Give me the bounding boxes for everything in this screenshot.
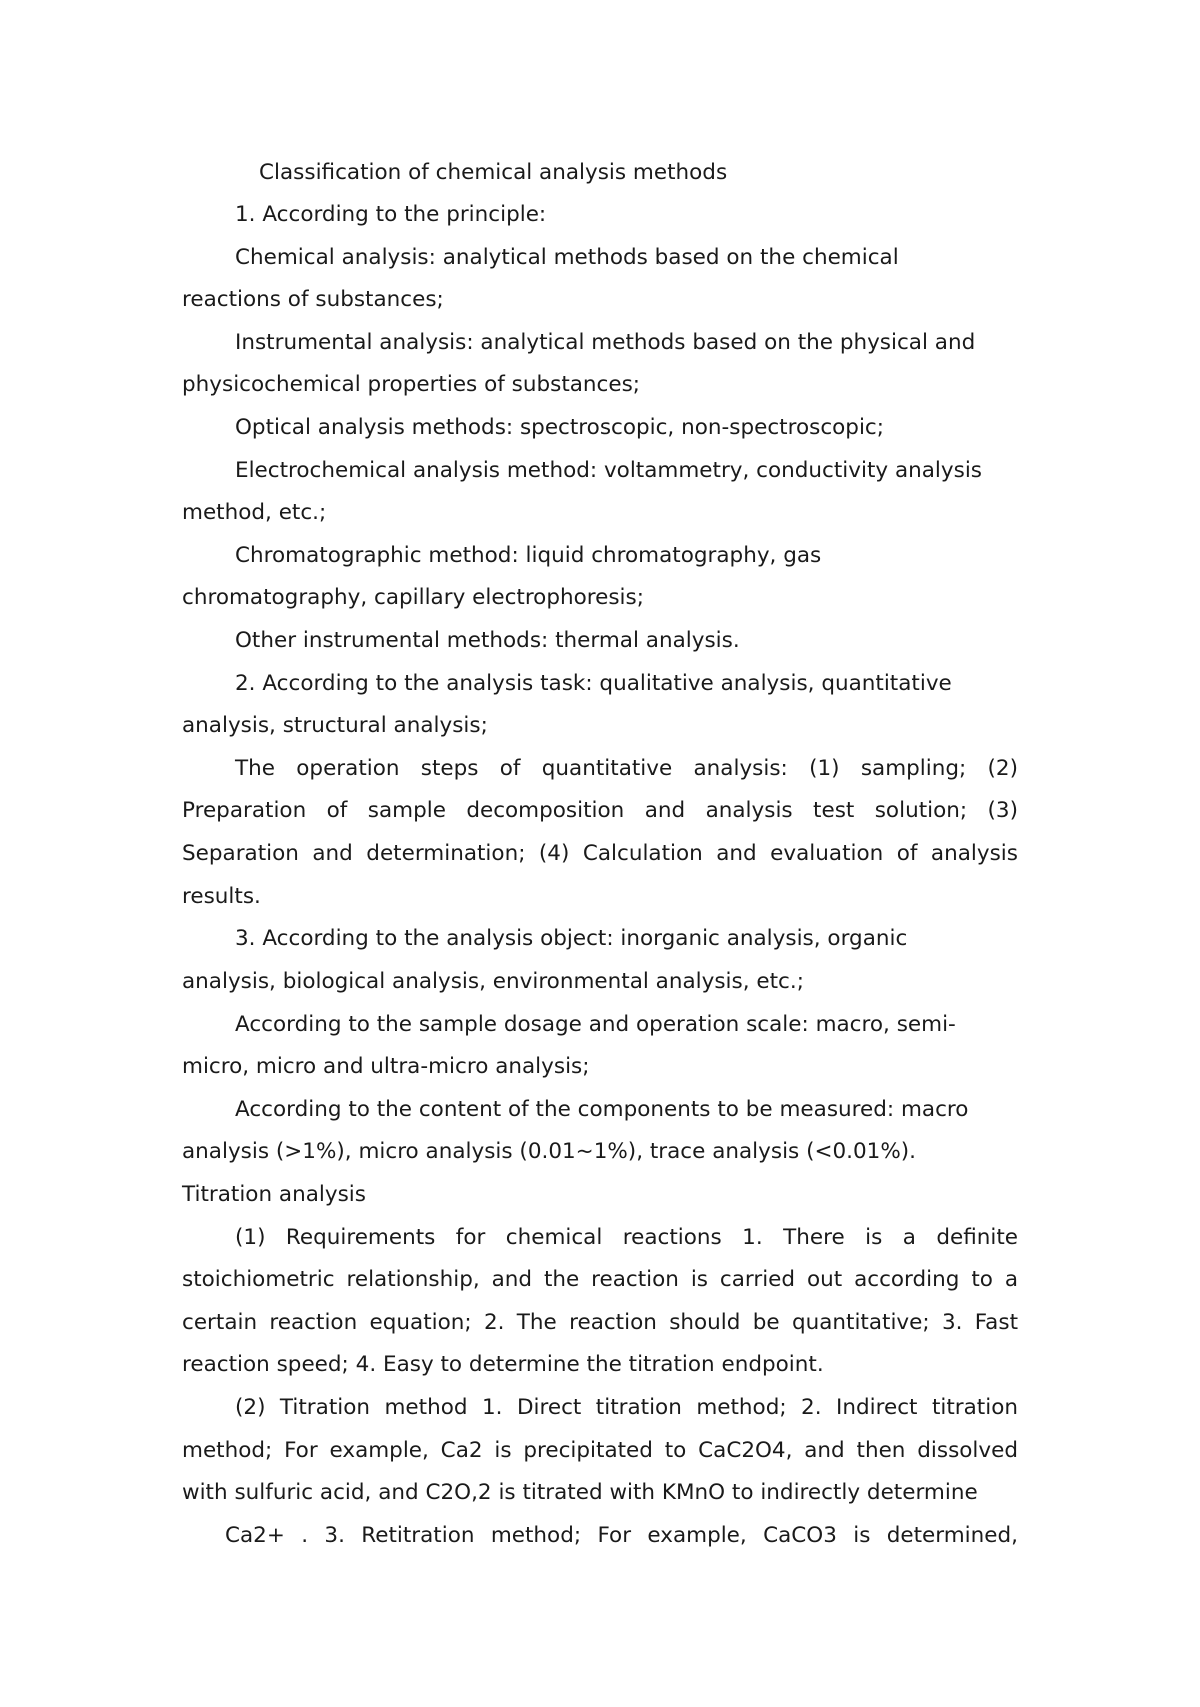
text-line: results. (182, 884, 261, 909)
text-line: According to the sample dosage and operation scale: macro, semi- (235, 1012, 956, 1037)
text-line: Preparation of sample decomposition and analysis test solution; (3) (182, 798, 1018, 823)
text-line: Chemical analysis: analytical methods based on the chemical (235, 245, 899, 270)
text-line: reactions of substances; (182, 287, 444, 312)
text-line: 2. According to the analysis task: qualitative analysis, quantitative (235, 671, 952, 696)
text-line: 1. According to the principle: (235, 202, 547, 227)
text-line: analysis, structural analysis; (182, 713, 488, 738)
text-line: Instrumental analysis: analytical methods based on the physical and (235, 330, 976, 355)
text-line: According to the content of the components to be measured: macro (235, 1097, 969, 1122)
text-line: stoichiometric relationship, and the reaction is carried out according to a (182, 1267, 1018, 1292)
text-line: method, etc.; (182, 500, 327, 525)
document-title: Classification of chemical analysis methods (259, 160, 728, 185)
text-line: (1) Requirements for chemical reactions 1. There is a definite (235, 1225, 1018, 1250)
text-line: Other instrumental methods: thermal analysis. (235, 628, 740, 653)
text-line: Separation and determination; (4) Calculation and evaluation of analysis (182, 841, 1018, 866)
text-line: (2) Titration method 1. Direct titration method; 2. Indirect titration (235, 1395, 1018, 1420)
text-line: certain reaction equation; 2. The reaction should be quantitative; 3. Fast (182, 1310, 1018, 1335)
text-line: Ca2+ . 3. Retitration method; For example, CaCO3 is determined, (225, 1523, 1018, 1548)
section-heading: Titration analysis (182, 1182, 366, 1207)
text-line: Optical analysis methods: spectroscopic, non-spectroscopic; (235, 415, 884, 440)
text-line: 3. According to the analysis object: inorganic analysis, organic (235, 926, 908, 951)
text-line: Electrochemical analysis method: voltammetry, conductivity analysis (235, 458, 983, 483)
text-line: The operation steps of quantitative analysis: (1) sampling; (2) (235, 756, 1018, 781)
text-line: with sulfuric acid, and C2O,2 is titrated with KMnO to indirectly determine (182, 1480, 978, 1505)
text-line: analysis (>1%), micro analysis (0.01~1%), trace analysis (<0.01%). (182, 1139, 917, 1164)
text-line: method; For example, Ca2 is precipitated to CaC2O4, and then dissolved (182, 1438, 1018, 1463)
text-line: analysis, biological analysis, environmental analysis, etc.; (182, 969, 804, 994)
text-line: reaction speed; 4. Easy to determine the titration endpoint. (182, 1352, 824, 1377)
text-line: physicochemical properties of substances; (182, 372, 641, 397)
text-line: micro, micro and ultra-micro analysis; (182, 1054, 590, 1079)
text-line: chromatography, capillary electrophoresis; (182, 585, 644, 610)
text-line: Chromatographic method: liquid chromatography, gas (235, 543, 822, 568)
